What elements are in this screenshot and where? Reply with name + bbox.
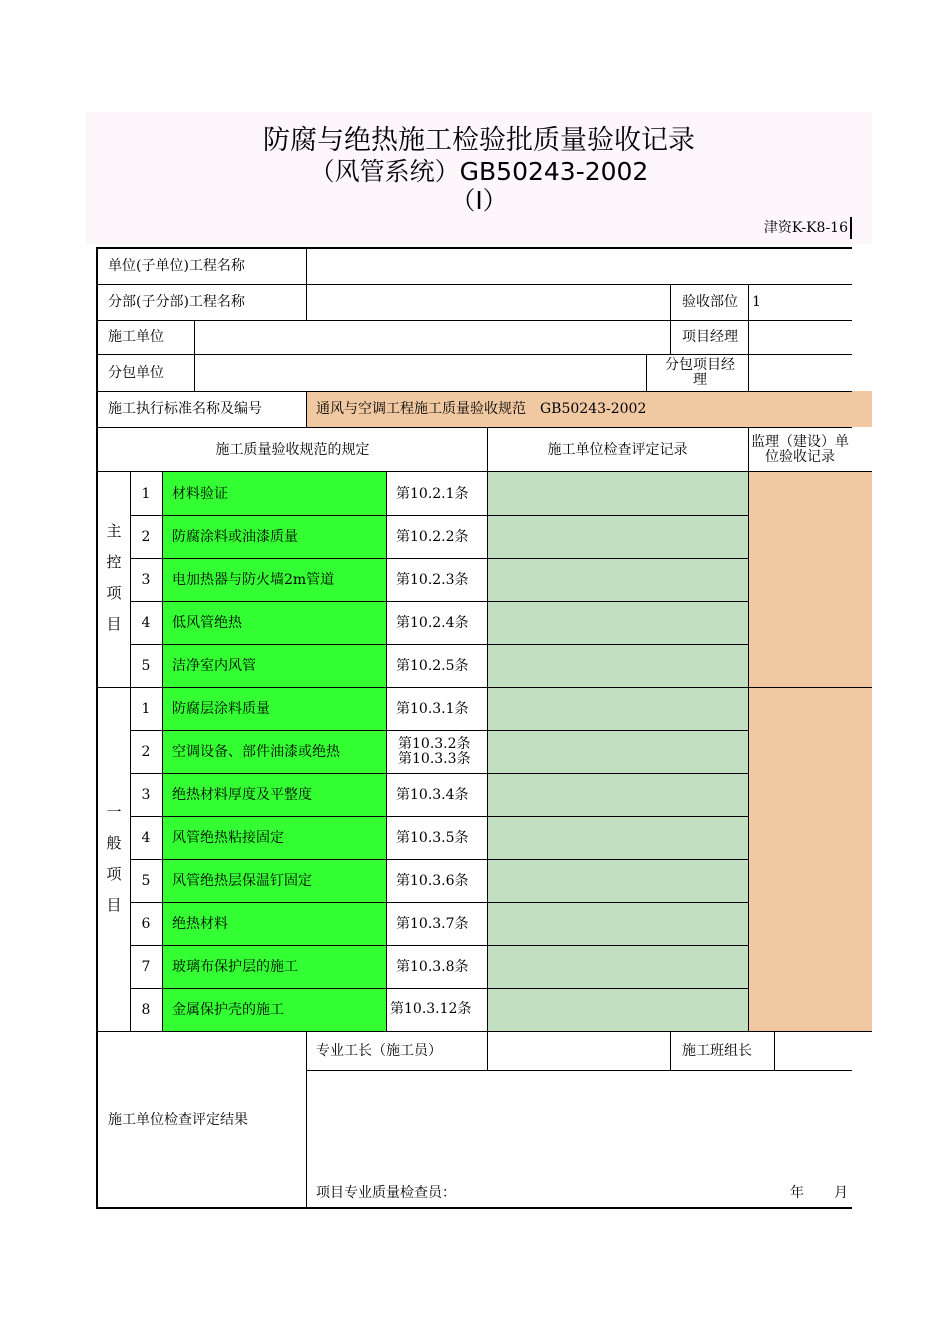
grid-line — [748, 427, 749, 1031]
general-item-name: 空调设备、部件油漆或绝热 — [162, 730, 386, 773]
construction-unit-label: 施工单位 — [108, 329, 164, 345]
general-item-record[interactable] — [487, 773, 748, 816]
project-manager-field[interactable] — [748, 320, 852, 354]
main-supervisor-cell[interactable] — [748, 472, 872, 687]
month-label: 月 — [834, 1185, 848, 1201]
general-item-name: 风管绝热粘接固定 — [162, 816, 386, 859]
sub-project-field[interactable] — [306, 284, 670, 320]
grid-line — [487, 427, 488, 1031]
grid-line — [97, 1031, 872, 1032]
unit-project-label: 单位(子单位)工程名称 — [108, 258, 245, 274]
grid-line — [646, 354, 647, 391]
general-item-name: 风管绝热层保温钉固定 — [162, 859, 386, 902]
grid-line — [386, 472, 387, 1031]
general-item-record[interactable] — [487, 902, 748, 945]
construction-unit-field[interactable] — [194, 320, 670, 354]
main-items-char-3: 项 — [106, 584, 122, 602]
general-item-record[interactable] — [487, 687, 748, 730]
general-item-name: 绝热材料 — [162, 902, 386, 945]
general-item-name: 玻璃布保护层的施工 — [162, 945, 386, 988]
main-item-clause: 第10.2.2条 — [396, 528, 469, 545]
grid-line — [130, 945, 748, 946]
accept-part-label: 验收部位 — [682, 294, 738, 310]
main-item-name: 防腐涂料或油漆质量 — [162, 515, 386, 558]
grid-line — [306, 391, 307, 427]
main-item-name: 材料验证 — [162, 472, 386, 515]
form-volume: （Ⅰ） — [450, 186, 508, 215]
grid-line — [670, 1031, 671, 1070]
general-item-no: 2 — [141, 743, 151, 760]
grid-line — [774, 1031, 775, 1070]
general-supervisor-cell[interactable] — [748, 687, 872, 1031]
supervisor-column-header: 监理（建设）单位验收记录 — [751, 433, 849, 465]
main-item-clause: 第10.2.3条 — [396, 571, 469, 588]
general-item-no: 1 — [141, 700, 151, 717]
grid-line — [97, 391, 852, 392]
main-item-no: 5 — [141, 657, 151, 674]
grid-line — [97, 1207, 852, 1209]
record-column-header: 施工单位检查评定记录 — [547, 441, 688, 458]
accept-part-field[interactable]: 1 — [752, 294, 761, 310]
grid-line — [130, 773, 748, 774]
main-items-char-1: 主 — [106, 522, 122, 540]
grid-line — [130, 601, 748, 602]
subcontract-manager-label: 分包项目经理 — [665, 356, 735, 388]
grid-line — [748, 284, 749, 391]
grid-line — [130, 515, 748, 516]
grid-line — [162, 472, 163, 1031]
main-item-no: 2 — [141, 528, 151, 545]
general-items-char-4: 目 — [106, 896, 122, 914]
general-item-clause: 第10.3.12条 — [390, 1001, 472, 1017]
general-item-no: 7 — [141, 958, 151, 975]
result-label: 施工单位检查评定结果 — [108, 1111, 248, 1128]
main-item-record[interactable] — [487, 515, 748, 558]
grid-line — [306, 1070, 852, 1071]
general-item-no: 5 — [141, 872, 151, 889]
main-item-no: 1 — [141, 485, 151, 502]
result-content-area[interactable] — [306, 1070, 852, 1176]
unit-project-field[interactable] — [306, 248, 852, 284]
general-item-name: 金属保护壳的施工 — [162, 988, 386, 1031]
year-label: 年 — [790, 1185, 804, 1201]
grid-line — [130, 558, 748, 559]
grid-line — [130, 816, 748, 817]
general-item-name: 绝热材料厚度及平整度 — [162, 773, 386, 816]
grid-line — [306, 248, 307, 320]
general-items-char-3: 项 — [106, 865, 122, 883]
grid-line — [130, 644, 748, 645]
grid-line — [194, 320, 195, 391]
general-item-clause: 第10.3.4条 — [396, 786, 469, 803]
main-item-name: 洁净室内风管 — [162, 644, 386, 687]
grid-line — [487, 1031, 488, 1070]
grid-line — [670, 284, 671, 354]
form-title: 防腐与绝热施工检验批质量验收记录 — [263, 125, 695, 156]
grid-line — [97, 427, 852, 428]
form-subtitle: （风管系统）GB50243-2002 — [309, 157, 649, 186]
grid-line — [97, 284, 852, 285]
general-item-clause: 第10.3.7条 — [396, 915, 469, 932]
main-items-char-2: 控 — [106, 553, 122, 571]
subcontract-unit-field[interactable] — [194, 354, 646, 391]
main-item-clause: 第10.2.4条 — [396, 614, 469, 631]
grid-line — [97, 320, 852, 321]
grid-line — [96, 247, 98, 1209]
grid-line — [97, 247, 852, 249]
general-item-record[interactable] — [487, 816, 748, 859]
spec-column-header: 施工质量验收规范的规定 — [215, 441, 370, 458]
general-item-no: 3 — [141, 786, 151, 803]
form-code: 津资K-K8-16 — [764, 217, 852, 239]
main-item-record[interactable] — [487, 601, 748, 644]
sub-project-label: 分部(子分部)工程名称 — [108, 294, 245, 310]
general-items-char-2: 般 — [106, 834, 122, 852]
team-leader-field[interactable] — [774, 1031, 852, 1070]
subcontract-unit-label: 分包单位 — [108, 364, 164, 381]
general-item-no: 8 — [141, 1001, 151, 1018]
project-manager-label: 项目经理 — [682, 329, 738, 345]
general-item-clause: 第10.3.1条 — [396, 700, 469, 717]
main-items-label — [99, 516, 129, 640]
grid-line — [130, 730, 748, 731]
general-items-char-1: 一 — [106, 803, 122, 821]
main-item-clause: 第10.2.1条 — [396, 485, 469, 502]
general-item-name: 防腐层涂料质量 — [162, 687, 386, 730]
general-item-clause: 第10.3.2条 第10.3.3条 — [398, 735, 471, 767]
general-item-no: 4 — [141, 829, 151, 846]
foreman-label: 专业工长（施工员） — [316, 1042, 442, 1059]
main-item-name: 低风管绝热 — [162, 601, 386, 644]
general-item-no: 6 — [141, 915, 151, 932]
grid-line — [306, 1031, 307, 1208]
grid-line — [130, 902, 748, 903]
standard-label: 施工执行标准名称及编号 — [108, 401, 262, 417]
general-item-record[interactable] — [487, 988, 748, 1031]
grid-line — [97, 471, 872, 472]
main-item-record[interactable] — [487, 558, 748, 601]
general-items-label — [99, 797, 129, 921]
main-items-char-4: 目 — [106, 615, 122, 633]
general-item-record[interactable] — [487, 730, 748, 773]
general-item-record[interactable] — [487, 945, 748, 988]
standard-value: 通风与空调工程施工质量验收规范 GB50243-2002 — [306, 391, 872, 427]
grid-line — [97, 687, 872, 688]
grid-line — [130, 859, 748, 860]
main-item-no: 3 — [141, 571, 151, 588]
general-item-clause: 第10.3.5条 — [396, 829, 469, 846]
general-item-clause: 第10.3.8条 — [396, 958, 469, 975]
main-item-record[interactable] — [487, 472, 748, 515]
main-item-record[interactable] — [487, 644, 748, 687]
general-item-record[interactable] — [487, 859, 748, 902]
inspector-label: 项目专业质量检查员： — [316, 1185, 456, 1201]
grid-line — [97, 354, 852, 355]
foreman-field[interactable] — [487, 1031, 670, 1070]
grid-line — [130, 988, 748, 989]
main-item-no: 4 — [141, 614, 151, 631]
team-leader-label: 施工班组长 — [682, 1042, 752, 1059]
grid-line — [130, 472, 131, 1031]
general-item-clause: 第10.3.6条 — [396, 872, 469, 889]
main-item-clause: 第10.2.5条 — [396, 657, 469, 674]
subcontract-manager-field[interactable] — [748, 354, 852, 391]
main-item-name: 电加热器与防火墙2m管道 — [162, 558, 386, 601]
